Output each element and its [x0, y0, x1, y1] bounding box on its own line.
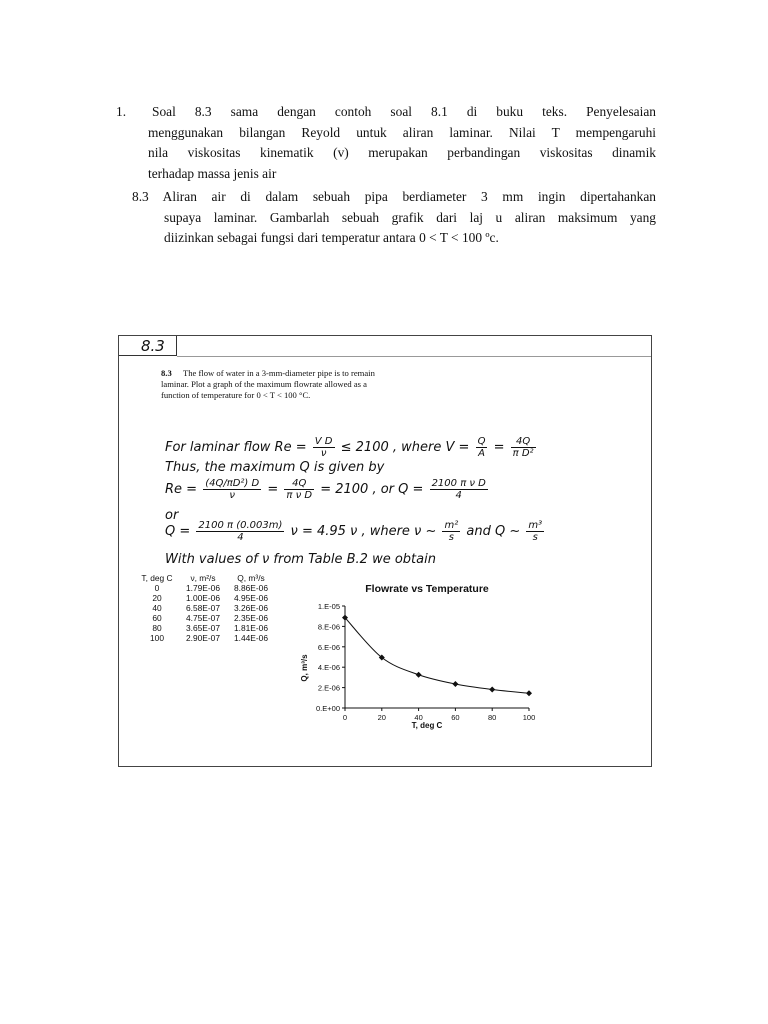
table-cell: 1.00E-06: [186, 593, 220, 603]
hw-line-1: [165, 436, 538, 459]
problem-line-2: laminar. Plot a graph of the maximum flowrate allowed as a: [161, 379, 367, 389]
data-point: [452, 681, 458, 687]
problem-statement: [161, 368, 451, 401]
x-tick-label: 100: [522, 713, 536, 722]
table-row: [135, 603, 275, 613]
subproblem-block: [132, 187, 656, 249]
y-tick-label: 4.E-06: [317, 663, 340, 673]
table-cell: 0: [154, 583, 160, 593]
y-tick-label: 2.E-06: [317, 683, 340, 693]
header-rule: [177, 356, 651, 357]
frac-num: (4Q/πD²) D: [205, 478, 260, 489]
frac-den: π ν D: [286, 490, 313, 501]
table-header-row: [135, 573, 275, 583]
hw-l1-a: For laminar flow Re =: [165, 440, 307, 455]
table-cell: 1.79E-06: [186, 583, 220, 593]
x-axis-label: T, deg C: [411, 721, 443, 730]
y-tick-label: 6.E-06: [317, 642, 340, 652]
y-tick-label: 0.E+00: [316, 704, 340, 713]
table-row: [135, 633, 275, 643]
fraction-m3-s: [526, 520, 544, 543]
frac-num: Q: [477, 436, 486, 447]
series-points: [342, 615, 532, 697]
fraction-q-numeric: [196, 520, 284, 543]
problem-number: 8.3: [161, 368, 172, 378]
hw-l3-c: = 2100 , or Q =: [320, 482, 424, 497]
table-cell: 40: [152, 603, 162, 613]
table-row: [135, 613, 275, 623]
table-cell: 1.44E-06: [234, 633, 268, 643]
data-point: [416, 672, 422, 678]
fraction-4q-pivd: [284, 478, 314, 501]
table-row: [135, 623, 275, 633]
scanned-solution: [118, 335, 652, 767]
frac-den: ν: [229, 490, 235, 501]
table-header: T, deg C: [141, 573, 173, 583]
frac-den: A: [478, 448, 485, 459]
frac-num: V D: [314, 436, 333, 447]
question-line-1: Soal 8.3 sama dengan contoh soal 8.1 di buku teks. Penyelesaian: [152, 104, 656, 119]
question-line-2: menggunakan bilangan Reyold untuk aliran laminar. Nilai T mempengaruhi: [148, 124, 656, 140]
data-point: [526, 690, 532, 696]
fraction-q-a: [476, 436, 488, 459]
question-line-4: terhadap massa jenis air: [148, 165, 277, 181]
chart-ticks: [316, 602, 535, 722]
data-point: [489, 687, 495, 693]
x-tick-label: 0: [342, 713, 348, 722]
hw-l1-c: =: [493, 440, 505, 455]
hw-l1-b: ≤ 2100 , where V =: [340, 440, 470, 455]
frac-den: π D²: [512, 448, 534, 459]
table-cell: 3.65E-07: [186, 623, 220, 633]
table-cell: 80: [152, 623, 162, 633]
fraction-re: [203, 478, 261, 501]
table-cell: 8.86E-06: [234, 583, 268, 593]
frac-den: s: [448, 532, 454, 543]
table-cell: 60: [152, 613, 162, 623]
frac-num: m³: [528, 520, 543, 531]
table-row: [135, 583, 275, 593]
table-cell: 4.75E-07: [186, 613, 220, 623]
hw-line-3: [165, 478, 490, 501]
hw-l5-c: and Q ~: [466, 524, 521, 539]
hw-line-2: Thus, the maximum Q is given by: [165, 460, 385, 475]
x-tick-label: 60: [451, 713, 460, 722]
subproblem-line-2: supaya laminar. Gambarlah sebuah grafik dari laj u aliran maksimum yang: [164, 209, 656, 225]
frac-den: 4: [455, 490, 462, 501]
data-table: [135, 573, 275, 643]
question-text: [148, 102, 656, 184]
frac-num: 4Q: [511, 436, 536, 448]
y-axis-label: Q, m³/s: [300, 654, 309, 682]
fraction-4q-pid2: [511, 436, 536, 459]
table-cell: 4.95E-06: [234, 593, 268, 603]
hw-line-6: With values of ν from Table B.2 we obtain: [165, 552, 436, 567]
hw-l3-a: Re =: [165, 482, 198, 497]
table-header: Q, m³/s: [237, 573, 265, 583]
table-cell: 20: [152, 593, 162, 603]
hw-line-5: [165, 520, 546, 543]
table-cell: 2.90E-07: [186, 633, 220, 643]
subproblem-line-3: diizinkan sebagai fungsi dari temperatur antara 0 < T < 100 ºc.: [164, 230, 499, 245]
table-row: [135, 593, 275, 603]
hw-l5-a: Q =: [165, 524, 191, 539]
problem-line-3: function of temperature for 0 < T < 100 °C.: [161, 390, 311, 400]
table-cell: 6.58E-07: [186, 603, 220, 613]
table-cell: 100: [150, 633, 164, 643]
frac-num: 2100 π ν D: [431, 478, 486, 489]
chart-title: Flowrate vs Temperature: [365, 583, 489, 595]
solution-tab: 8.3: [119, 336, 177, 356]
fraction-vd-nu: [313, 436, 335, 459]
flowrate-chart: [291, 576, 551, 736]
subproblem-line-1: 8.3 Aliran air di dalam sebuah pipa berdiameter 3 mm ingin dipertahankan: [132, 189, 656, 204]
table-header: ν, m²/s: [190, 573, 216, 583]
x-tick-label: 40: [414, 713, 423, 722]
frac-num: m²: [444, 520, 459, 531]
frac-num: 4Q: [284, 478, 314, 490]
hw-l3-b: =: [267, 482, 279, 497]
hw-line-4: or: [165, 508, 179, 523]
series-line: [345, 618, 529, 694]
table-cell: 2.35E-06: [234, 613, 268, 623]
question-number: 1.: [116, 104, 127, 119]
table-cell: 3.26E-06: [234, 603, 268, 613]
x-tick-label: 20: [377, 713, 386, 722]
frac-den: ν: [320, 448, 327, 459]
table-cell: 1.81E-06: [234, 623, 268, 633]
frac-den: 4: [237, 532, 244, 543]
frac-den: s: [532, 532, 538, 543]
x-tick-label: 80: [488, 713, 497, 722]
hw-l5-b: ν = 4.95 ν , where ν ~: [290, 524, 437, 539]
frac-num: 2100 π (0.003m): [198, 520, 283, 531]
problem-line-1: The flow of water in a 3-mm-diameter pipe is to remain: [183, 368, 375, 378]
question-line-3: nila viskositas kinematik (v) merupakan perbandingan viskositas dinamik: [148, 145, 656, 160]
chart-axes: [345, 606, 529, 708]
y-tick-label: 1.E-05: [317, 602, 340, 611]
y-tick-label: 8.E-06: [317, 622, 340, 632]
fraction-m2-s: [442, 520, 460, 543]
fraction-q-solution: [430, 478, 488, 501]
